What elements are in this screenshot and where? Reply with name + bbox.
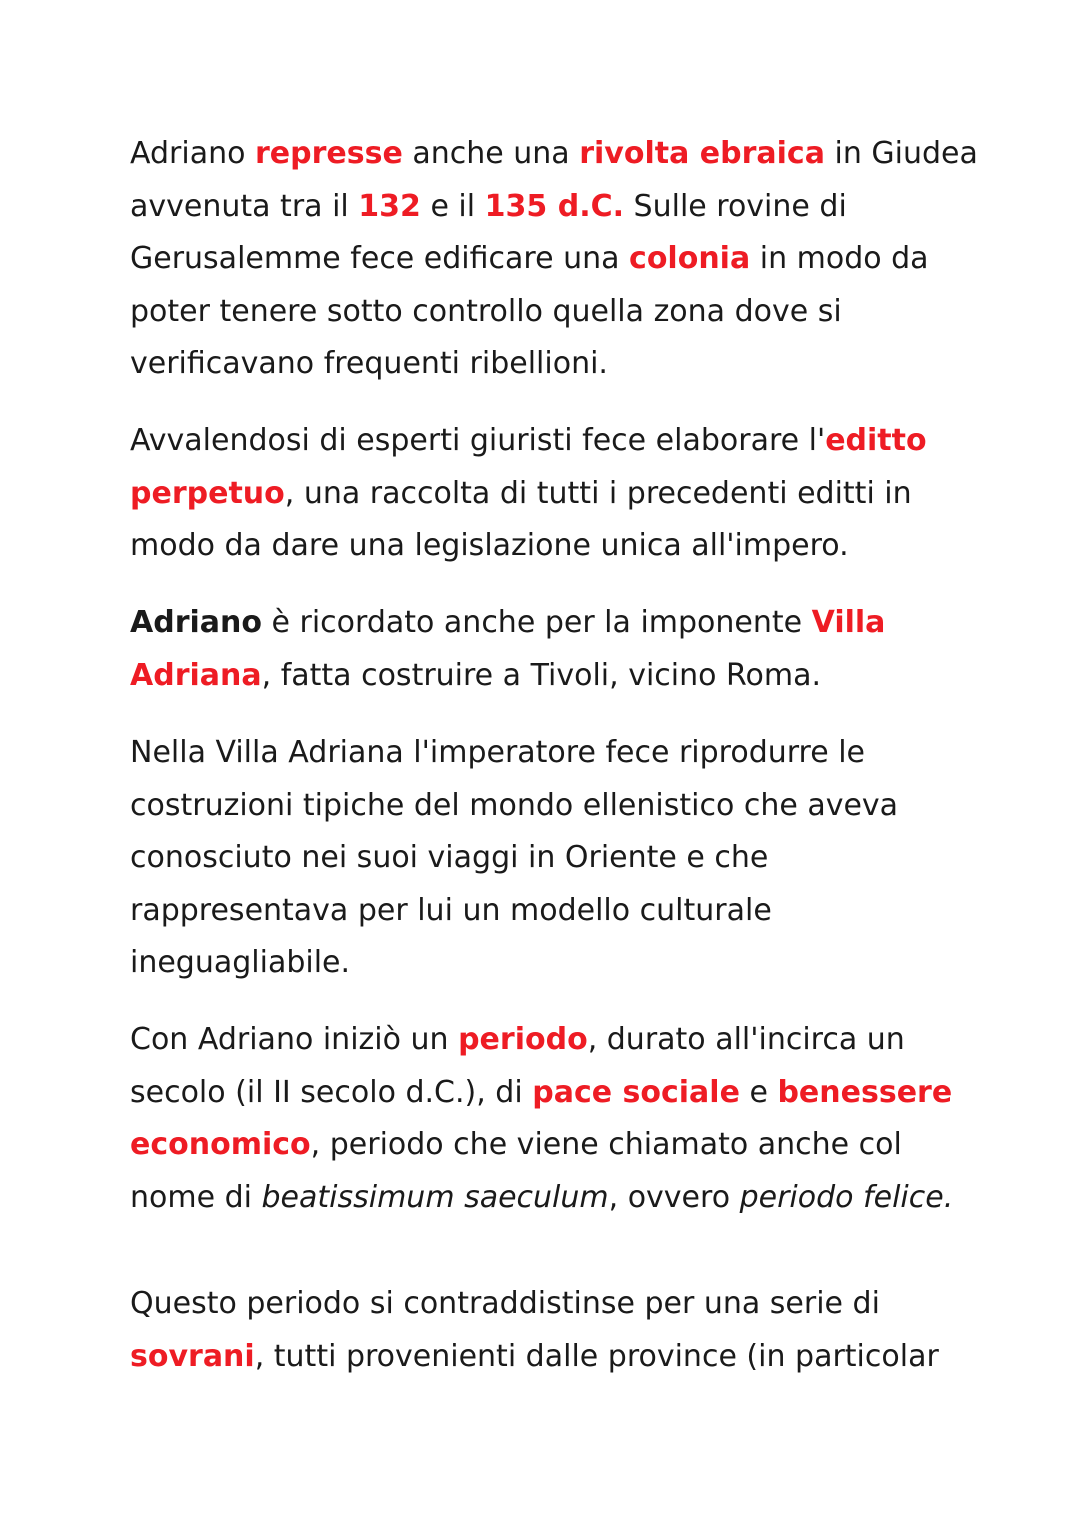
- text-line: conosciuto nei suoi viaggi in Oriente e che: [130, 840, 769, 875]
- paragraph-villa-description: [130, 727, 960, 990]
- text-line: [130, 1172, 960, 1225]
- highlight-pace-sociale: pace sociale: [532, 1074, 740, 1110]
- highlight-rivolta-ebraica: rivolta ebraica: [579, 136, 825, 171]
- text-span: è ricordato anche per la imponente: [261, 605, 812, 640]
- text-span: Gerusalemme fece edificare una: [130, 241, 630, 276]
- text-span: , una raccolta di tutti i precedenti editti in: [284, 475, 912, 511]
- highlight-represse: represse: [255, 136, 403, 171]
- text-span: avvenuta tra il: [130, 188, 359, 224]
- text-span: , fatta costruire a Tivoli, vicino Roma.: [261, 657, 822, 693]
- highlight-sovrani: sovrani: [130, 1338, 255, 1374]
- text-line: Questo periodo si contraddistinse per una serie di: [130, 1286, 880, 1321]
- text-line: [130, 468, 960, 521]
- text-line: [130, 1331, 960, 1384]
- highlight-editto: editto: [825, 423, 927, 458]
- text-span: Sulle rovine di: [624, 188, 847, 224]
- text-span: anche una: [402, 136, 580, 171]
- paragraph-villa-adriana: [130, 597, 960, 702]
- highlight-villa: Villa: [811, 605, 886, 640]
- paragraph-golden-age: [130, 1014, 960, 1224]
- paragraph-sovrani: [130, 1278, 960, 1383]
- text-span: e il: [420, 188, 485, 224]
- text-span: , periodo che viene chiamato anche col: [310, 1127, 902, 1162]
- text-line: verificavano frequenti ribellioni.: [130, 346, 608, 381]
- text-span: Adriano: [130, 136, 255, 171]
- highlight-year-135: 135 d.C.: [484, 188, 625, 224]
- text-span: in modo da: [750, 241, 929, 276]
- text-line: ineguagliabile.: [130, 945, 351, 980]
- text-line: rappresentava per lui un modello culturale: [130, 892, 772, 928]
- text-line: [130, 233, 960, 286]
- text-span: Con Adriano iniziò un: [130, 1022, 459, 1057]
- bold-adriano: Adriano: [130, 605, 262, 640]
- paragraph-hadrian-revolt: [130, 128, 978, 391]
- text-line: [130, 1119, 960, 1172]
- text-line: costruzioni tipiche del mondo ellenistico che aveva: [130, 787, 899, 823]
- text-line: [130, 597, 960, 650]
- highlight-perpetuo: perpetuo: [130, 475, 285, 511]
- text-span: e: [739, 1074, 778, 1110]
- text-line: modo da dare una legislazione unica all'impero.: [130, 528, 849, 563]
- text-line: [130, 128, 978, 181]
- text-line: [130, 415, 960, 468]
- text-line: [130, 1067, 960, 1120]
- text-span: in Giudea: [824, 136, 978, 171]
- text-span: secolo (il II secolo d.C.), di: [130, 1074, 533, 1110]
- text-line: [130, 1014, 960, 1067]
- text-line: [130, 650, 960, 703]
- paragraph-editto-perpetuo: [130, 415, 960, 573]
- text-span: nome di: [130, 1179, 262, 1215]
- highlight-year-132: 132: [358, 188, 421, 224]
- italic-periodo-felice: periodo felice.: [739, 1179, 954, 1215]
- italic-beatissimum-saeculum: beatissimum saeculum: [261, 1179, 609, 1215]
- text-span: , tutti provenienti dalle province (in particolar: [254, 1338, 939, 1374]
- highlight-economico: economico: [130, 1127, 311, 1162]
- highlight-periodo: periodo: [458, 1022, 588, 1057]
- text-line: poter tenere sotto controllo quella zona dove si: [130, 293, 842, 329]
- text-line: [130, 181, 960, 234]
- highlight-adriana: Adriana: [130, 657, 262, 693]
- text-span: Avvalendosi di esperti giuristi fece elaborare l': [130, 423, 826, 458]
- highlight-colonia: colonia: [629, 241, 751, 276]
- text-line: Nella Villa Adriana l'imperatore fece riprodurre le: [130, 735, 866, 770]
- highlight-benessere: benessere: [777, 1074, 953, 1110]
- text-span: , ovvero: [608, 1179, 740, 1215]
- text-span: , durato all'incirca un: [587, 1022, 905, 1057]
